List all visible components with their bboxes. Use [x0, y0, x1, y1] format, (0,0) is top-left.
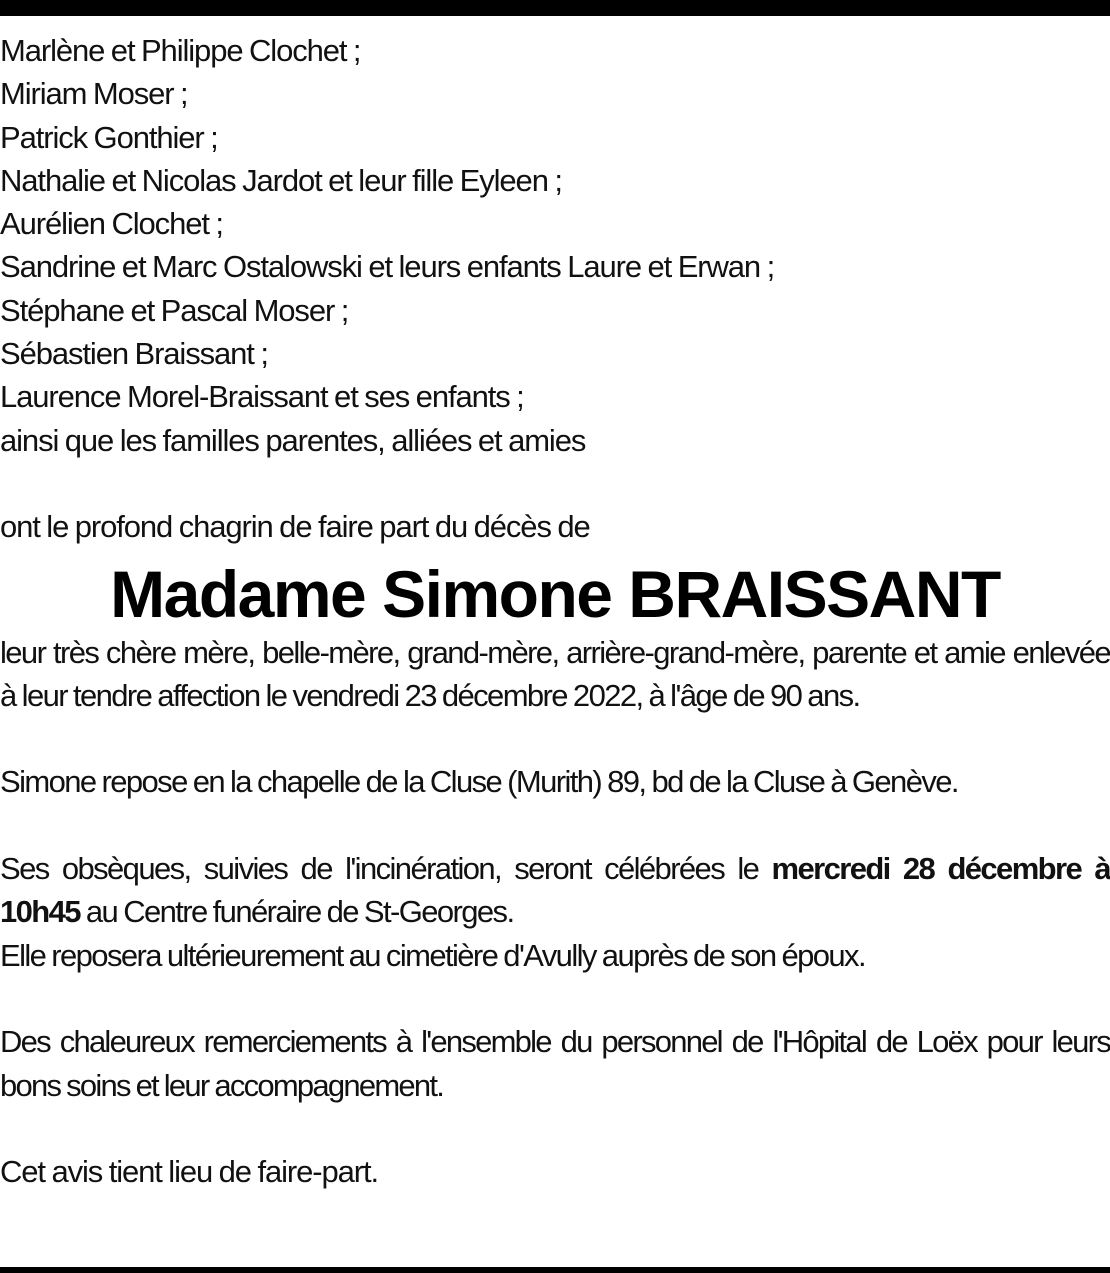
- obituary-notice: [0, 29, 1110, 1193]
- spacer: [0, 977, 1110, 1020]
- family-member: Miriam Moser ;: [0, 76, 188, 112]
- family-member: Stéphane et Pascal Moser ;: [0, 292, 349, 328]
- family-member: Patrick Gonthier ;: [0, 119, 218, 155]
- family-member: Sandrine et Marc Ostalowski et leurs enfants Laure et Erwan ;: [0, 249, 775, 285]
- burial-text: Elle reposera ultérieurement au cimetière d'Avully auprès de son époux.: [0, 937, 865, 973]
- deceased-name: Madame Simone BRAISSANT: [110, 556, 1000, 631]
- spacer: [0, 1107, 1110, 1150]
- resting-place-text: Simone repose en la chapelle de la Cluse (Murith) 89, bd de la Cluse à Genève.: [0, 764, 958, 800]
- funeral-intro: Ses obsèques, suivies de l'incinération, seront célébrées le: [0, 851, 772, 887]
- announcement-text: ont le profond chagrin de faire part du décès de: [0, 509, 590, 545]
- spacer: [0, 717, 1110, 760]
- family-list: [0, 29, 1110, 462]
- family-member: Laurence Morel-Braissant et ses enfants ;: [0, 379, 524, 415]
- description-paragraph: leur très chère mère, belle-mère, grand-mère, arrière-grand-mère, parente et amie enlevée à leur tendre affection le vendredi 23 décembre 2022, à l'âge de 90 ans.: [0, 634, 1110, 713]
- spacer: [0, 462, 1110, 505]
- family-member: Sébastien Braissant ;: [0, 336, 268, 372]
- family-member: Marlène et Philippe Clochet ;: [0, 33, 361, 68]
- bottom-border-rule: [0, 1267, 1110, 1273]
- family-member: ainsi que les familles parentes, alliées et amies: [0, 422, 586, 458]
- family-member: Aurélien Clochet ;: [0, 206, 223, 242]
- spacer: [0, 804, 1110, 847]
- funeral-date-time: mercredi 28 décembre à 10h45: [0, 851, 1110, 930]
- family-member: Nathalie et Nicolas Jardot et leur fille Eyleen ;: [0, 162, 562, 198]
- closing-text: Cet avis tient lieu de faire-part.: [0, 1154, 379, 1190]
- funeral-paragraph: [0, 847, 1110, 934]
- funeral-location: au Centre funéraire de St-Georges.: [79, 894, 514, 930]
- thanks-paragraph: Des chaleureux remerciements à l'ensemble du personnel de l'Hôpital de Loëx pour leurs bons soins et leur accompagnement.: [0, 1024, 1110, 1103]
- top-border-rule: [0, 0, 1110, 16]
